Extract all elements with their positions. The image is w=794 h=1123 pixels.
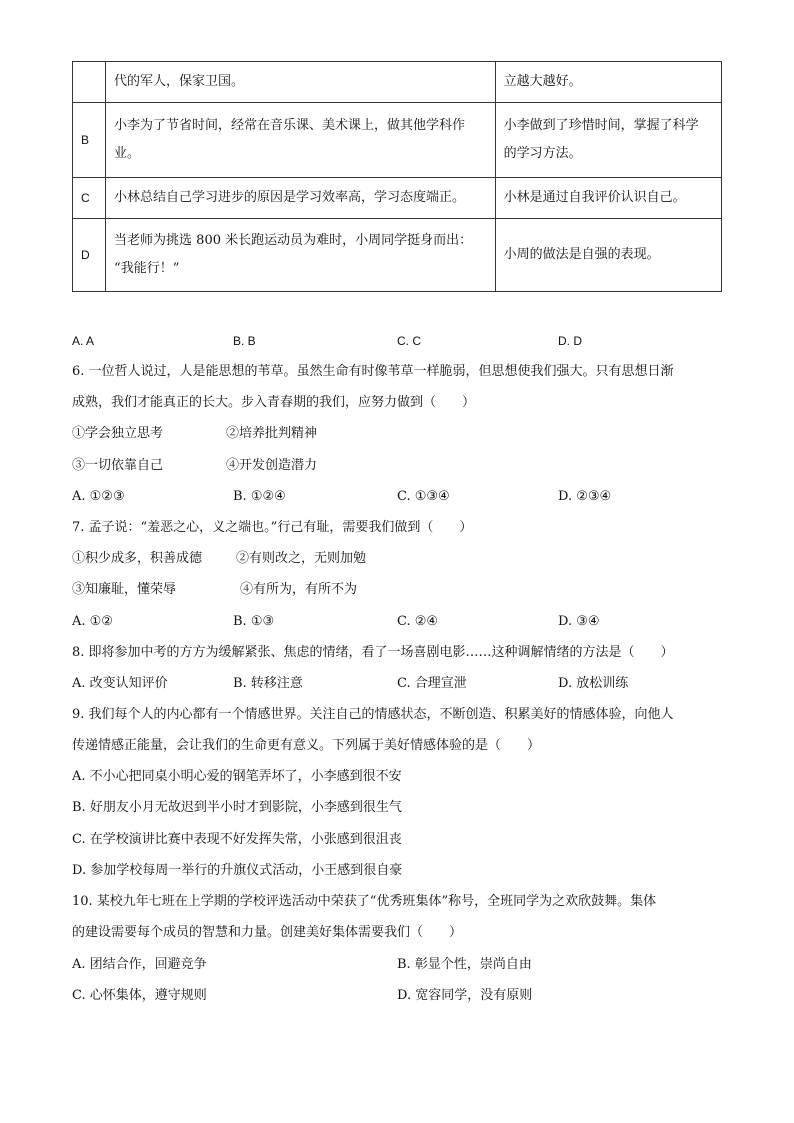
q9-option-d[interactable]: D. 参加学校每周一举行的升旗仪式活动，小王感到很自豪: [72, 863, 403, 878]
q8-stem-line: 8. 即将参加中考的方方为缓解紧张、焦虑的情绪，看了一场喜剧电影……这种调解情绪的方法是（ ）: [72, 645, 674, 660]
option-label-cell: B: [73, 103, 106, 178]
table-row: [73, 103, 722, 178]
scenario-text-line: 当老师为挑选 800 米长跑运动员为难时，小周同学挺身而出：: [114, 233, 473, 248]
q6-option-c[interactable]: C. ①③④: [397, 489, 450, 504]
q9-stem-line: 传递情感正能量，会让我们的生命更有意义。下列属于美好情感体验的是（ ）: [72, 738, 541, 753]
scenario-text-line: 小李为了节省时间，经常在音乐课、美术课上，做其他学科作: [114, 118, 466, 133]
q5-option-d[interactable]: D. D: [558, 334, 582, 348]
option-label-cell: D: [73, 219, 106, 292]
q7-option-d[interactable]: D. ③④: [558, 614, 600, 629]
q6-item: ②培养批判精神: [226, 426, 318, 441]
view-cell: [495, 103, 721, 178]
q10-option-a[interactable]: A. 团结合作，回避竞争: [72, 957, 207, 972]
q6-option-b[interactable]: B. ①②④: [233, 489, 286, 504]
scenario-text-line: “我能行！”: [114, 261, 180, 276]
q8-option-d[interactable]: D. 放松训练: [558, 676, 629, 691]
q7-stem-line: 7. 孟子说：“羞恶之心，义之端也。”行己有耻，需要我们做到（ ）: [72, 520, 473, 535]
q9-option-c[interactable]: C. 在学校演讲比赛中表现不好发挥失常，小张感到很沮丧: [72, 832, 402, 847]
table-row: [73, 219, 722, 292]
q9-stem-line: 9. 我们每个人的内心都有一个情感世界。关注自己的情感状态，不断创造、积累美好的情感体验，向他人: [72, 707, 674, 722]
view-text-line: 的学习方法。: [503, 146, 582, 161]
q9-option-a[interactable]: A. 不小心把同桌小明心爱的钢笔弄坏了，小李感到很不安: [72, 769, 402, 784]
q5-option-c[interactable]: C. C: [397, 334, 421, 348]
q6-item: ①学会独立思考: [72, 426, 164, 441]
view-cell: 小林是通过自我评价认识自己。: [495, 178, 721, 219]
q6-stem-line: 成熟，我们才能真正的长大。步入青春期的我们，应努力做到（ ）: [72, 395, 476, 410]
q10-option-b[interactable]: B. 彰显个性，崇尚自由: [397, 957, 532, 972]
q7-option-b[interactable]: B. ①③: [233, 614, 275, 629]
question-5-table: [72, 61, 722, 292]
view-cell: 立越大越好。: [495, 62, 721, 103]
q7-item: ④有所为，有所不为: [240, 582, 358, 597]
scenario-cell: 代的军人，保家卫国。: [106, 62, 496, 103]
q6-option-d[interactable]: D. ②③④: [558, 489, 612, 504]
scenario-text-line: 业。: [114, 146, 141, 161]
scenario-cell: [106, 103, 496, 178]
q6-stem-line: 6. 一位哲人说过，人是能思想的苇草。虽然生命有时像苇草一样脆弱，但思想使我们强大。只有思想日渐: [72, 364, 674, 379]
view-cell: 小周的做法是自强的表现。: [495, 219, 721, 292]
q10-stem-line: 10. 某校九年七班在上学期的学校评选活动中荣获了“优秀班集体”称号，全班同学为之欢欣鼓舞。集体: [72, 894, 657, 909]
scenario-cell: [106, 219, 496, 292]
q10-stem-line: 的建设需要每个成员的智慧和力量。创建美好集体需要我们（ ）: [72, 925, 463, 940]
q9-option-b[interactable]: B. 好朋友小月无故迟到半小时才到影院，小李感到很生气: [72, 800, 402, 815]
q7-item: ③知廉耻，懂荣辱: [72, 582, 177, 597]
option-label-cell: [73, 62, 106, 103]
q8-option-b[interactable]: B. 转移注意: [233, 676, 303, 691]
q10-option-c[interactable]: C. 心怀集体，遵守规则: [72, 988, 207, 1003]
q10-option-d[interactable]: D. 宽容同学，没有原则: [397, 988, 533, 1003]
q7-option-c[interactable]: C. ②④: [397, 614, 439, 629]
table-row: [73, 178, 722, 219]
q5-option-b[interactable]: B. B: [233, 334, 256, 348]
view-text-line: 小李做到了珍惜时间，掌握了科学: [503, 118, 699, 133]
q7-item: ②有则改之，无则加勉: [236, 551, 367, 566]
q8-option-c[interactable]: C. 合理宣泄: [397, 676, 467, 691]
q5-option-a[interactable]: A. A: [72, 334, 95, 348]
q8-option-a[interactable]: A. 改变认知评价: [72, 676, 168, 691]
q6-option-a[interactable]: A. ①②③: [72, 489, 125, 504]
q7-item: ①积少成多，积善成德: [72, 551, 203, 566]
q6-item: ④开发创造潜力: [226, 458, 318, 473]
option-label-cell: C: [73, 178, 106, 219]
q6-item: ③一切依靠自己: [72, 458, 164, 473]
scenario-cell: 小林总结自己学习进步的原因是学习效率高，学习态度端正。: [106, 178, 496, 219]
table-row: [73, 62, 722, 103]
q7-option-a[interactable]: A. ①②: [72, 614, 113, 629]
